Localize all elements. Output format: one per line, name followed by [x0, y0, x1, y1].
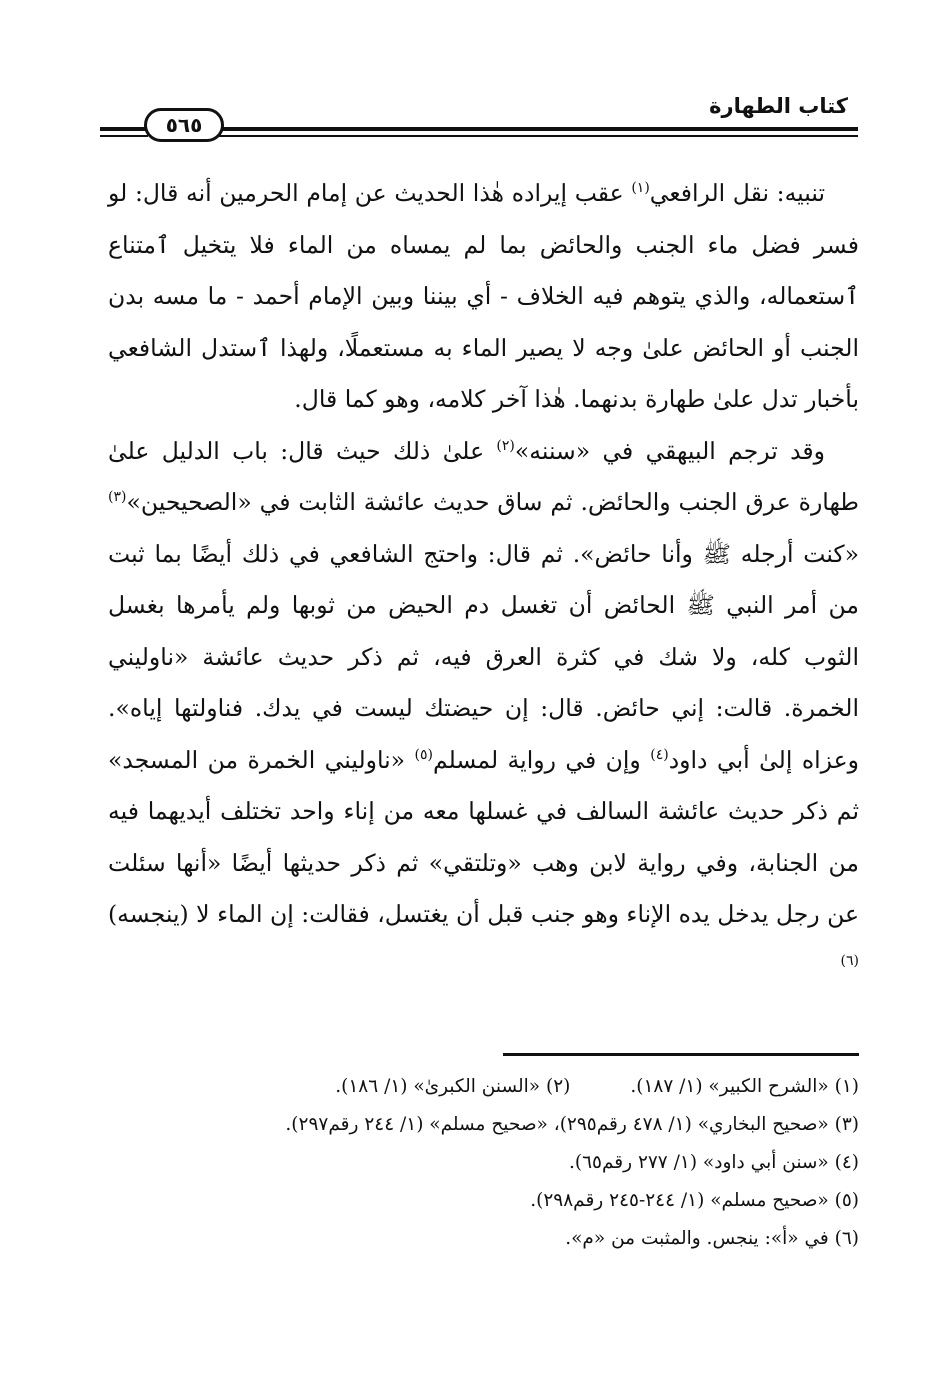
header-rule-thin	[218, 135, 858, 137]
paragraph-1-text-a: تنبيه: نقل الرافعي	[649, 179, 825, 207]
header-rule-thick	[218, 127, 858, 131]
footnote-ref-4: (٤)	[650, 746, 669, 763]
paragraph-2-text-b: علىٰ ذلك حيث قال: باب الدليل علىٰ طهارة عرق الجنب والحائض. ثم ساق حديث عائشة الثابت في «الصحيحين»	[108, 436, 859, 516]
paragraph-2-text-c: «كنت أرجله ﷺ وأنا حائض». ثم قال: واحتج الشافعي في ذلك أيضًا بما ثبت من أمر النبي ﷺ الحائض أن تغسل دم الحيض من ثوبها ولم يأمرها بغسل الثوب كله، ولا شك في كثرة العرق فيه، ثم ذكر حديث عائشة «ناوليني الخمرة. قالت: إني حائض. قال: إن حيضتك ليست في يدك. فناولتها إياه». وعزاه إلىٰ أبي داود	[108, 539, 859, 774]
footnote-6: (٦) في «أ»: ينجس. والمثبت من «م».	[565, 1228, 859, 1249]
paragraph-1-text-b: عقب إيراده هٰذا الحديث عن إمام الحرمين أنه قال: لو فسر فضل ماء الجنب والحائض بما لم يمساه من الماء فلا يتخيل ٱمتناع ٱستعماله، والذي يتوهم فيه الخلاف - أي بيننا وبين الإمام أحمد - ما مسه بدن الجنب أو الحائض علىٰ وجه لا يصير الماء به مستعملًا، ولهذا ٱستدل الشافعي بأخبار تدل علىٰ طهارة بدنهما. هٰذا آخر كلامه، وهو كما قال.	[108, 179, 859, 413]
footnote-ref-2: (٢)	[496, 437, 515, 454]
page-number: ٥٦٥	[144, 108, 224, 142]
paragraph-2	[108, 426, 859, 993]
footnote-ref-5: (٥)	[414, 746, 433, 763]
footnotes	[108, 1068, 859, 1258]
footnote-row-1-2	[108, 1068, 859, 1106]
paragraph-1	[108, 168, 859, 426]
header-rule-left-thick	[100, 127, 148, 131]
book-title: كتاب الطهارة	[709, 94, 848, 118]
footnote-3: (٣) «صحيح البخاري» (١/ ٤٧٨ رقم٢٩٥)، «صحيح مسلم» (١/ ٢٤٤ رقم٢٩٧).	[285, 1114, 859, 1135]
paragraph-2-text-d: وإن في رواية لمسلم	[432, 745, 651, 774]
footnote-ref-1: (١)	[631, 180, 650, 197]
paragraph-2-text-a: وقد ترجم البيهقي في «سننه»	[514, 436, 825, 465]
footnote-ref-3: (٣)	[108, 489, 127, 506]
header-rule-left-thin	[100, 135, 148, 137]
footnote-ref-6: (٦)	[840, 952, 859, 969]
footnote-5: (٥) «صحيح مسلم» (١/ ٢٤٤-٢٤٥ رقم٢٩٨).	[530, 1190, 859, 1211]
footnote-2: (٢) «السنن الكبرىٰ» (١/ ١٨٦).	[335, 1076, 571, 1097]
paragraph-2-text-e: «ناوليني الخمرة من المسجد» ثم ذكر حديث عائشة السالف في غسلها معه من إناء واحد تختلف أيديهما فيه من الجنابة، وفي رواية لابن وهب «وتلتقي» ثم ذكر حديثها أيضًا «أنها سئلت عن رجل يدخل يده الإناء وهو جنب قبل أن يغتسل، فقالت: إن الماء لا (ينجسه)	[108, 745, 859, 928]
footnote-4: (٤) «سنن أبي داود» (١/ ٢٧٧ رقم٦٥).	[568, 1152, 859, 1173]
footnote-separator	[503, 1053, 859, 1056]
footnote-1: (١) «الشرح الكبير» (١/ ١٨٧).	[630, 1076, 859, 1097]
main-text	[108, 168, 859, 992]
page-header	[100, 88, 858, 152]
